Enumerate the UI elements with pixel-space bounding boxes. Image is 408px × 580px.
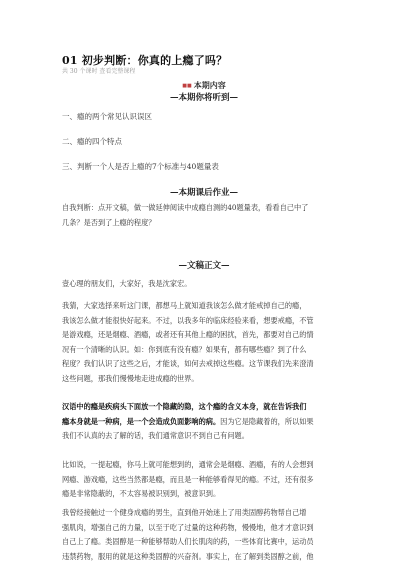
paragraph-intro (62, 299, 362, 386)
text-line: 程度？我们认识了这些之后，才能谈，如何去戒掉这些瘾。这节课我们先来澄清 (62, 359, 314, 368)
greeting-paragraph: 壹心理的朋友们，大家好，我是沈家宏。 (62, 279, 192, 288)
text-line: 这些问题，那我们慢慢地走进成瘾的世界。 (62, 373, 199, 383)
toc-subheading: —本期你将听到— (169, 93, 238, 103)
lesson-title: 01 初步判断：你真的上瘾了吗？ (62, 54, 228, 67)
paragraph-examples (62, 458, 362, 502)
text-line: 比如说，一提起瘾，你马上就可能想到的，通常会是烟瘾、酒瘾，有的人会想到 (62, 460, 314, 469)
toc-item: 二、瘾的四个特点 (62, 137, 122, 146)
bold-text: 瘾本身就是一种病，是一个会造成负面影响的病。 (62, 416, 221, 426)
text-line: 我曾经接触过一个健身成瘾的男生，直到他开始迷上了用类固醇药物帮自己增 (62, 508, 307, 517)
text-line: 我猜，大家选择来听这门课，都想马上就知道我该怎么做才能戒掉自己的瘾， (62, 301, 307, 310)
homework-line: 几条？是否到了上瘾的程度？ (62, 217, 156, 227)
text-line: 瘾是非常隐蔽的，不太容易被识别到，被意识到。 (62, 489, 221, 498)
text-line: 我们不认真的去了解的话，我们通常意识不到自己有问题。 (62, 431, 249, 440)
toc-item: 一、瘾的两个常见认识误区 (62, 112, 152, 121)
homework-line: 自我判断：点开文稿，做一做延伸阅读中成瘾自测的40题量表，看看自己中了 (62, 203, 309, 212)
text-line: 强肌肉，增强自己的力量，以至于吃了过量的这种药物，慢慢地，他才才意识到 (62, 522, 314, 532)
homework-text (62, 201, 362, 230)
lesson-meta (62, 66, 135, 75)
body-heading: —文稿正文— (178, 261, 230, 271)
homework-heading: —本期课后作业— (169, 188, 238, 198)
text-span: 因为它是隐藏着的，所以如果 (220, 416, 314, 426)
text-line: 况有一个清晰的认识。如：你到底有没有瘾？如果有，都有哪些瘾？到了什么 (62, 344, 307, 354)
text-line: 我该怎么做才能很快好起来。不过，以我多年的临床经验来看，想要戒瘾，不管 (62, 315, 314, 325)
paragraph-definition (62, 400, 362, 444)
text-line: 网瘾、游戏瘾，这些当然都是瘾，而且是一种能够看得见的瘾。不过，还有很多 (62, 474, 314, 484)
bold-text: 汉语中的瘾是疾病头下面放一个隐藏的隐，这个瘾的含义本身，就在告诉我们 (62, 402, 307, 411)
paragraph-case (62, 506, 362, 564)
toc-item: 三、判断一个人是否上瘾的7个标准与40题量表 (62, 162, 219, 171)
lesson-count: 共 30 个课时 (62, 68, 98, 75)
text-line: 是游戏瘾，还是烟瘾、酒瘾，或者还有其他上瘾的困扰，首先，都要对自己的情 (62, 330, 314, 339)
toc-heading (0, 80, 408, 91)
view-full-course-link[interactable]: 查看完整课程 (99, 68, 136, 75)
heading-mark-icon: ■■ (182, 83, 192, 89)
toc-heading-text: 本期内容 (193, 80, 226, 90)
text-line: 违禁药物，服用的就是这种类固醇的兴奋剂。事实上，在了解到类固醇之前，他 (62, 551, 314, 561)
text-line: 自己上了瘾。类固醇是一种能够帮助人们长肌肉的药，一些体育比赛中，运动员 (62, 537, 314, 546)
